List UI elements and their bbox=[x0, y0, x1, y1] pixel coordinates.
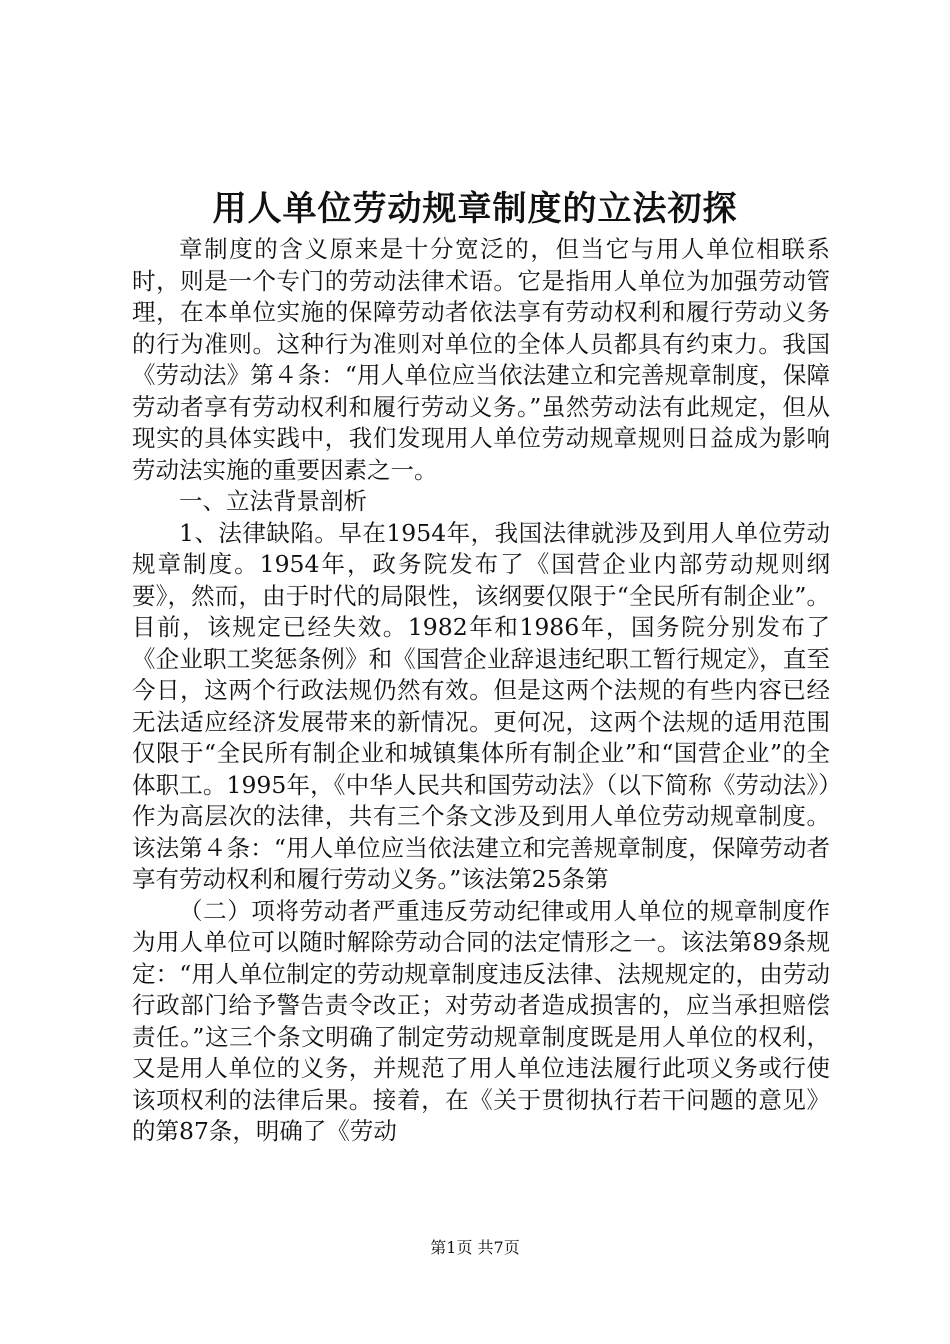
document-body bbox=[132, 234, 830, 1148]
paragraph-legal-defects: 1、法律缺陷。早在1954年，我国法律就涉及到用人单位劳动规章制度。1954年，政务院发布了《国营企业内部劳动规则纲要》，然而，由于时代的局限性，该纲要仅限于“全民所有制企业”。目前，该规定已经失效。1982年和1986年，国务院分别发布了《企业职工奖惩条例》和《国营企业辞退违纪职工暂行规定》，直至今日，这两个行政法规仍然有效。但是这两个法规的有些内容已经无法适应经济发展带来的新情况。更何况，这两个法规的适用范围仅限于“全民所有制企业和城镇集体所有制企业”和“国营企业”的全体职工。1995年，《中华人民共和国劳动法》（以下简称《劳动法》）作为高层次的法律，共有三个条文涉及到用人单位劳动规章制度。该法第４条：“用人单位应当依法建立和完善规章制度，保障劳动者享有劳动权利和履行劳动义务。”该法第25条第 bbox=[132, 518, 830, 893]
paragraph-intro: 章制度的含义原来是十分宽泛的，但当它与用人单位相联系时，则是一个专门的劳动法律术语。它是指用人单位为加强劳动管理，在本单位实施的保障劳动者依法享有劳动权利和履行劳动义务的行为准则。这种行为准则对单位的全体人员都具有约束力。我国《劳动法》第４条：“用人单位应当依法建立和完善规章制度，保障劳动者享有劳动权利和履行劳动义务。”虽然劳动法有此规定，但从现实的具体实践中，我们发现用人单位劳动规章规则日益成为影响劳动法实施的重要因素之一。 bbox=[132, 235, 830, 484]
page-number-footer: 第1页 共7页 bbox=[430, 1238, 520, 1257]
section-heading: 一、立法背景剖析 bbox=[179, 487, 367, 515]
document-title: 用人单位劳动规章制度的立法初探 bbox=[212, 189, 738, 229]
paragraph-article-clauses: （二）项将劳动者严重违反劳动纪律或用人单位的规章制度作为用人单位可以随时解除劳动合同的法定情形之一。该法第89条规定：“用人单位制定的劳动规章制度违反法律、法规规定的，由劳动行政部门给予警告责令改正；对劳动者造成损害的，应当承担赔偿责任。”这三个条文明确了制定劳动规章制度既是用人单位的权利，又是用人单位的义务，并规范了用人单位违法履行此项义务或行使该项权利的法律后果。接着，在《关于贯彻执行若干问题的意见》的第87条，明确了《劳动 bbox=[132, 896, 830, 1145]
